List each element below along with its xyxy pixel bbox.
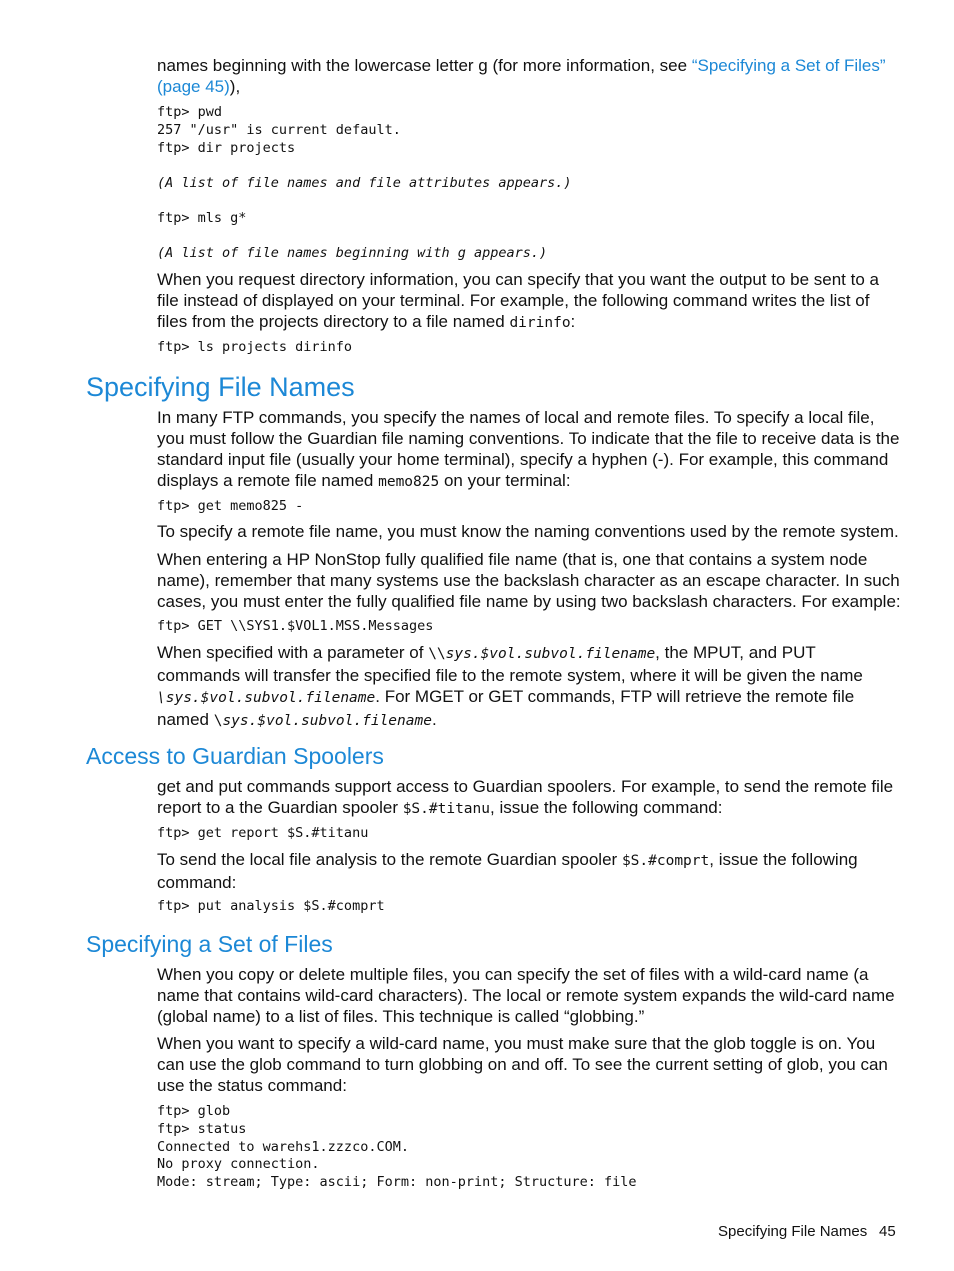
directory-output-paragraph xyxy=(157,269,902,334)
inline-code: memo825 xyxy=(378,474,440,490)
intro-paragraph xyxy=(157,55,902,97)
remote-name-paragraph: To specify a remote file name, you must know the naming conventions used by the remote system. xyxy=(157,522,899,541)
code-get-report: ftp> get report $S.#titanu xyxy=(157,825,369,841)
inline-code: dirinfo xyxy=(509,315,571,331)
inline-code: \ xyxy=(213,713,223,729)
glob-paragraph: When you want to specify a wild-card name, you must make sure that the glob toggle is on. You can use the glob command to turn globbing on and off. To see the current setting of glob, you can use the status command: xyxy=(157,1034,888,1095)
inline-code: \\ xyxy=(428,646,446,662)
cross-reference-link[interactable]: “Specifying a Set of Files” (page 45) xyxy=(157,56,886,96)
code-mls: ftp> mls g* xyxy=(157,210,247,226)
paragraph-text: When specified with a parameter of xyxy=(157,643,429,662)
intro-text-end: ), xyxy=(229,77,241,96)
ftp-commands-paragraph xyxy=(157,407,902,493)
inline-code: $S.#titanu xyxy=(402,801,491,817)
paragraph-text: , the MPUT, and PUT commands will transfer the specified file to the remote system, where it will be given the name xyxy=(157,643,863,685)
code-get-memo: ftp> get memo825 - xyxy=(157,498,304,514)
inline-code: $S.#comprt xyxy=(621,853,710,869)
paragraph-text: To send the local file analysis to the remote Guardian spooler xyxy=(157,850,622,869)
code-pwd-dir: ftp> pwd 257 "/usr" is current default. ftp> dir projects xyxy=(157,104,401,156)
code-glob-status: ftp> glob ftp> status Connected to warehs1.zzzco.COM. No proxy connection. Mode: stream; Type: ascii; Form: non-print; Structure: file xyxy=(157,1103,637,1191)
code-ls: ftp> ls projects dirinfo xyxy=(157,339,353,355)
code-note-g: (A list of file names beginning with g appears.) xyxy=(157,245,548,261)
code-get-sys1: ftp> GET \\SYS1.$VOL1.MSS.Messages xyxy=(157,618,434,634)
paragraph-text: When you request directory information, you can specify that you want the output to be sent to a file instead of displayed on your terminal. For example, the following command writes the list of files from the projects directory to a file named xyxy=(157,270,879,331)
wildcard-paragraph: When you copy or delete multiple files, you can specify the set of files with a wild-card name (a name that contains wild-card characters). The local or remote system expands the wild-card name (global name) to a list of files. This technique is called “globbing.” xyxy=(157,965,895,1026)
footer-page-number: 45 xyxy=(879,1223,896,1240)
section-heading-file-names: Specifying File Names xyxy=(86,372,355,402)
paragraph-text-end: , issue the following command: xyxy=(490,798,723,817)
intro-text: names beginning with the lowercase letter g (for more information, see xyxy=(157,56,692,75)
footer-section-title: Specifying File Names xyxy=(718,1223,868,1240)
inline-code-italic: sys.$vol.subvol.filename xyxy=(222,713,432,729)
paragraph-text-end: : xyxy=(570,312,576,331)
nonstop-paragraph: When entering a HP NonStop fully qualified file name (that is, one that contains a system node name), remember that many systems use the backslash character as an escape character. In such cases, you must enter the fully qualified file name by using two backslash characters. For example: xyxy=(157,550,901,611)
section-heading-spoolers: Access to Guardian Spoolers xyxy=(86,743,384,769)
code-note-attributes: (A list of file names and file attributes appears.) xyxy=(157,175,572,191)
send-analysis-paragraph xyxy=(157,849,902,893)
paragraph-text: In many FTP commands, you specify the names of local and remote files. To specify a local file, you must follow the Guardian file naming conventions. To indicate that the file to receive data is the standard input file (usually your home terminal), specify a hyphen (-). For example, this command displays a remote file named xyxy=(157,408,900,490)
spooler-paragraph xyxy=(157,776,902,820)
inline-code-italic: \sys.$vol.subvol.filename xyxy=(157,690,376,706)
paragraph-text: . For MGET or GET commands, FTP will retrieve the remote file named xyxy=(157,687,855,729)
paragraph-text-end: on your terminal: xyxy=(439,471,571,490)
code-put-analysis: ftp> put analysis $S.#comprt xyxy=(157,898,385,914)
parameter-paragraph xyxy=(157,642,902,732)
section-heading-set-of-files: Specifying a Set of Files xyxy=(86,931,333,957)
paragraph-text-end: . xyxy=(431,710,437,729)
inline-code-italic: sys.$vol.subvol.filename xyxy=(445,646,656,662)
paragraph-text-end: , issue the following command: xyxy=(157,850,858,892)
paragraph-text: get and put commands support access to Guardian spoolers. For example, to send the remote file report to a the Guardian spooler xyxy=(157,777,894,817)
